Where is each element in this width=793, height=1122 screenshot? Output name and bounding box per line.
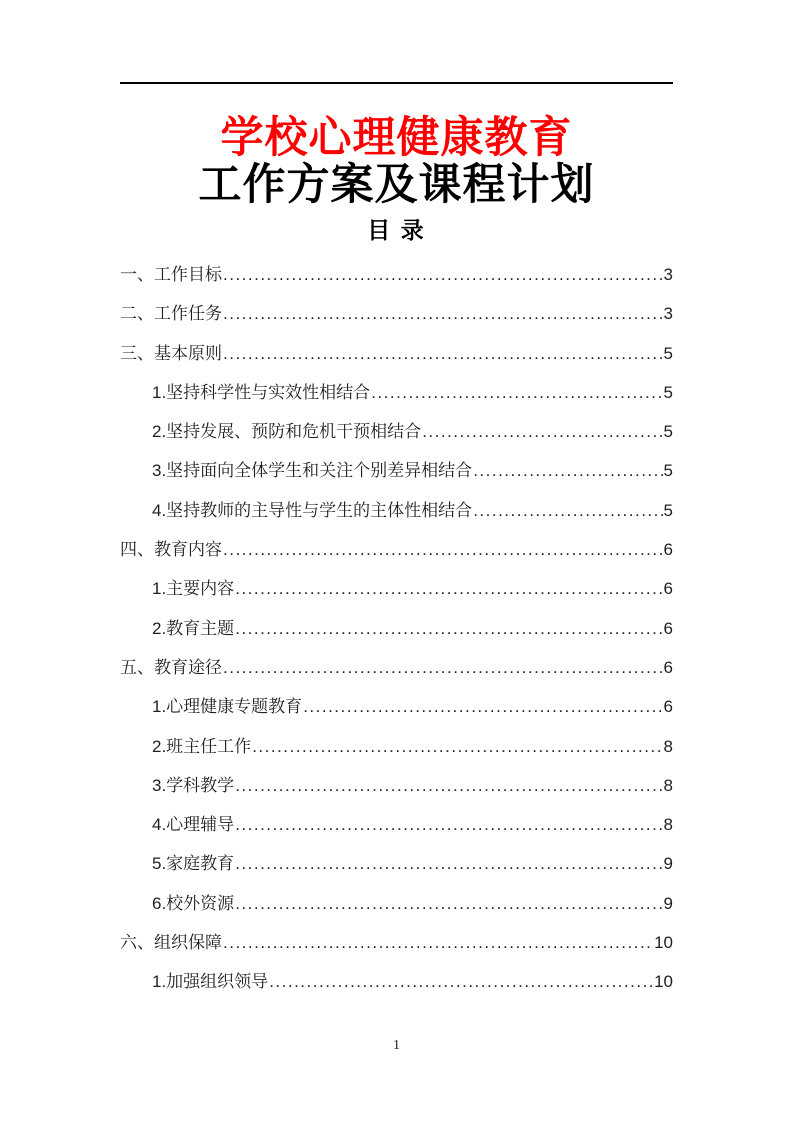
toc-entry-label: 三、基本原则 [120,343,222,363]
toc-entry-page: 10 [654,972,673,992]
toc-entry-page: 6 [663,579,673,599]
toc-entry-label: 1.加强组织领导 [152,972,269,992]
toc-leader-dots [223,923,653,962]
toc-leader-dots [235,569,662,608]
toc-heading: 目 录 [367,217,426,243]
toc-entry-page: 6 [663,618,673,638]
toc-entry-label: 一、工作目标 [120,265,222,284]
toc-entry-page: 5 [663,343,673,363]
toc-leader-dots [303,687,662,726]
toc-leader-dots [473,491,662,530]
toc-entry[interactable] [120,530,673,569]
toc-entry[interactable] [120,609,673,648]
toc-entry-page: 10 [654,933,673,953]
toc-leader-dots [235,766,662,805]
toc-leader-dots [223,294,663,333]
toc-leader-dots [252,727,662,766]
toc-leader-dots [223,648,663,687]
toc-entry[interactable] [120,844,673,883]
toc-entry-page: 8 [663,736,673,756]
toc-entry[interactable] [120,687,673,726]
toc-entry-page: 6 [663,540,673,560]
toc-entry-page: 6 [663,697,673,717]
toc-entry-page: 9 [663,893,673,913]
toc-entry[interactable] [120,923,673,962]
toc-entry-label: 六、组织保障 [120,933,222,953]
toc-entry[interactable] [120,648,673,687]
toc-leader-dots [473,451,662,490]
toc-entry[interactable] [120,727,673,766]
toc-entry-page: 3 [663,304,673,324]
toc-entry[interactable] [120,294,673,333]
toc-entry-label: 二、工作任务 [120,304,222,324]
toc-entry[interactable] [120,412,673,451]
toc-entry-label: 6.校外资源 [152,893,235,913]
toc-entry-label: 1.坚持科学性与实效性相结合 [152,382,371,402]
toc-entry-page: 5 [663,382,673,402]
toc-entry-label: 1.心理健康专题教育 [152,697,303,717]
toc-entry[interactable] [120,491,673,530]
toc-entry[interactable] [120,373,673,412]
toc-leader-dots [235,609,662,648]
toc-entry[interactable] [120,255,673,294]
toc-entry-label: 五、教育途径 [120,657,222,677]
toc-leader-dots [223,530,663,569]
toc-entry[interactable] [120,962,673,1001]
toc-entry-page: 5 [663,500,673,520]
title-block [120,114,673,243]
toc-leader-dots [223,255,663,294]
toc-leader-dots [371,373,662,412]
toc-list [120,255,673,1002]
toc-entry-page: 9 [663,854,673,874]
toc-leader-dots [422,412,662,451]
toc-entry-label: 2.班主任工作 [152,736,252,756]
toc-entry[interactable] [120,569,673,608]
toc-leader-dots [223,334,663,373]
toc-entry-label: 1.主要内容 [152,579,235,599]
toc-entry[interactable] [120,334,673,373]
toc-entry[interactable] [120,884,673,923]
toc-leader-dots [235,805,662,844]
toc-entry-page: 5 [663,422,673,442]
document-title-line-1: 学校心理健康教育 [220,114,573,162]
toc-leader-dots [269,962,653,1001]
toc-entry-page: 8 [663,775,673,795]
toc-entry-label: 2.坚持发展、预防和危机干预相结合 [152,422,422,442]
toc-entry-page: 6 [663,657,673,677]
toc-leader-dots [235,844,662,883]
toc-entry-label: 四、教育内容 [120,540,222,560]
toc-entry-label: 2.教育主题 [152,618,235,638]
toc-entry-label: 4.坚持教师的主导性与学生的主体性相结合 [152,500,473,520]
toc-entry-label: 4.心理辅导 [152,815,235,835]
toc-entry-page: 5 [663,461,673,481]
toc-entry-page: 3 [663,265,673,284]
toc-entry-label: 3.学科教学 [152,775,235,795]
toc-entry[interactable] [120,805,673,844]
toc-leader-dots [235,884,662,923]
header-rule-line [120,82,673,84]
document-title-line-2: 工作方案及课程计划 [198,161,595,209]
page-number: 1 [393,1038,400,1053]
toc-entry-label: 5.家庭教育 [152,854,235,874]
toc-entry[interactable] [120,766,673,805]
toc-entry-page: 8 [663,815,673,835]
toc-entry-label: 3.坚持面向全体学生和关注个别差异相结合 [152,461,473,481]
toc-entry[interactable] [120,451,673,490]
